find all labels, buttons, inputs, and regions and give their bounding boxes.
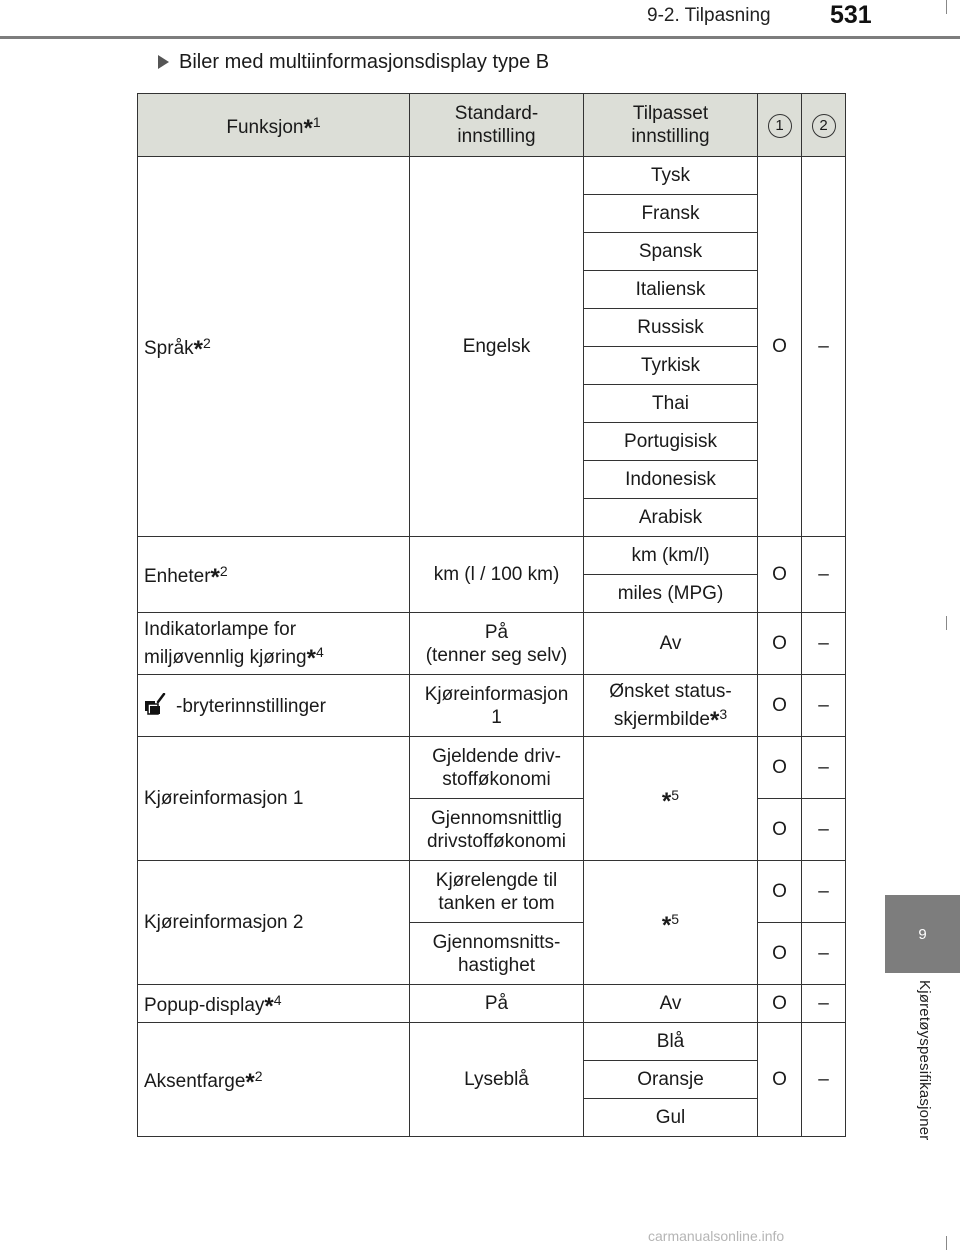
- language-option: Russisk: [584, 309, 758, 347]
- language-option: Tysk: [584, 157, 758, 195]
- subheading: [158, 51, 549, 74]
- drive2-col1: O: [758, 861, 802, 923]
- drive2-item: Gjennomsnitts- hastighet: [410, 923, 584, 985]
- chapter-title: Kjøretøyspesifikasjoner: [916, 980, 933, 1141]
- table-row: [138, 613, 846, 675]
- eco-col1: O: [758, 613, 802, 675]
- chapter-tab: 9: [885, 895, 960, 973]
- drive1-col2: –: [802, 737, 846, 799]
- drive1-item: Gjennomsnittlig drivstofføkonomi: [410, 799, 584, 861]
- drive2-label: Kjøreinformasjon 2: [138, 861, 410, 985]
- switch-col1: O: [758, 675, 802, 737]
- tick-mark: [946, 1236, 947, 1250]
- table-row: [138, 537, 846, 575]
- popup-col2: –: [802, 985, 846, 1023]
- switch-custom: Ønsket status- skjermbilde*$^3$: [584, 675, 758, 737]
- table-row: [138, 861, 846, 923]
- triangle-bullet-icon: [158, 55, 169, 69]
- popup-label: Popup-display*$^4$: [138, 985, 410, 1023]
- language-option: Arabisk: [584, 499, 758, 537]
- drive1-col1: O: [758, 737, 802, 799]
- drive1-item: Gjeldende driv- stofføkonomi: [410, 737, 584, 799]
- table-row: [138, 157, 846, 195]
- units-option: km (km/l): [584, 537, 758, 575]
- circled-number-icon: 2: [812, 114, 836, 138]
- page-number: 531: [830, 1, 872, 29]
- table-row: [138, 675, 846, 737]
- drive2-col2: –: [802, 861, 846, 923]
- eco-custom: Av: [584, 613, 758, 675]
- table-header-row: [138, 94, 846, 157]
- drive2-col1: O: [758, 923, 802, 985]
- drive2-custom: *$^5$: [584, 861, 758, 985]
- subheading-text: Biler med multiinformasjonsdisplay type B: [179, 51, 550, 73]
- accent-col2: –: [802, 1023, 846, 1137]
- eco-col2: –: [802, 613, 846, 675]
- units-default: km (l / 100 km): [410, 537, 584, 613]
- accent-option: Oransje: [584, 1061, 758, 1099]
- eco-default: På (tenner seg selv): [410, 613, 584, 675]
- language-option: Tyrkisk: [584, 347, 758, 385]
- accent-col1: O: [758, 1023, 802, 1137]
- units-col1: O: [758, 537, 802, 613]
- switch-default: Kjøreinformasjon 1: [410, 675, 584, 737]
- language-option: Italiensk: [584, 271, 758, 309]
- tick-mark: [946, 0, 947, 14]
- table-row: [138, 1023, 846, 1061]
- language-option: Spansk: [584, 233, 758, 271]
- watermark: carmanualsonline.info: [648, 1228, 785, 1244]
- header-default: Standard- innstilling: [410, 94, 584, 157]
- drive1-custom: *$^5$: [584, 737, 758, 861]
- header-function: Funksjon*$^1$: [138, 94, 410, 157]
- units-option: miles (MPG): [584, 575, 758, 613]
- settings-table: [137, 93, 846, 1137]
- drive1-label: Kjøreinformasjon 1: [138, 737, 410, 861]
- tick-mark: [946, 616, 947, 630]
- switch-label: -bryterinnstillinger: [138, 675, 410, 737]
- popup-custom: Av: [584, 985, 758, 1023]
- display-switch-icon: [144, 693, 166, 715]
- units-col2: –: [802, 537, 846, 613]
- drive2-col2: –: [802, 923, 846, 985]
- table-row: [138, 985, 846, 1023]
- drive1-col1: O: [758, 799, 802, 861]
- table-row: [138, 737, 846, 799]
- language-option: Indonesisk: [584, 461, 758, 499]
- drive2-item: Kjørelengde til tanken er tom: [410, 861, 584, 923]
- circled-number-icon: 1: [768, 114, 792, 138]
- accent-label: Aksentfarge*$^2$: [138, 1023, 410, 1137]
- accent-default: Lyseblå: [410, 1023, 584, 1137]
- accent-option: Blå: [584, 1023, 758, 1061]
- drive1-col2: –: [802, 799, 846, 861]
- language-default: Engelsk: [410, 157, 584, 537]
- header-col1: [758, 94, 802, 157]
- language-option: Portugisisk: [584, 423, 758, 461]
- header-rule: [0, 36, 960, 39]
- language-col1: O: [758, 157, 802, 537]
- language-col2: –: [802, 157, 846, 537]
- accent-option: Gul: [584, 1099, 758, 1137]
- language-label: Språk*$^2$: [138, 157, 410, 537]
- section-title: 9-2. Tilpasning: [647, 5, 771, 26]
- eco-label: Indikatorlampe for miljøvennlig kjøring*$^4$: [138, 613, 410, 675]
- switch-col2: –: [802, 675, 846, 737]
- language-option: Thai: [584, 385, 758, 423]
- header-col2: [802, 94, 846, 157]
- popup-col1: O: [758, 985, 802, 1023]
- popup-default: På: [410, 985, 584, 1023]
- units-label: Enheter*$^2$: [138, 537, 410, 613]
- header-custom: Tilpasset innstilling: [584, 94, 758, 157]
- language-option: Fransk: [584, 195, 758, 233]
